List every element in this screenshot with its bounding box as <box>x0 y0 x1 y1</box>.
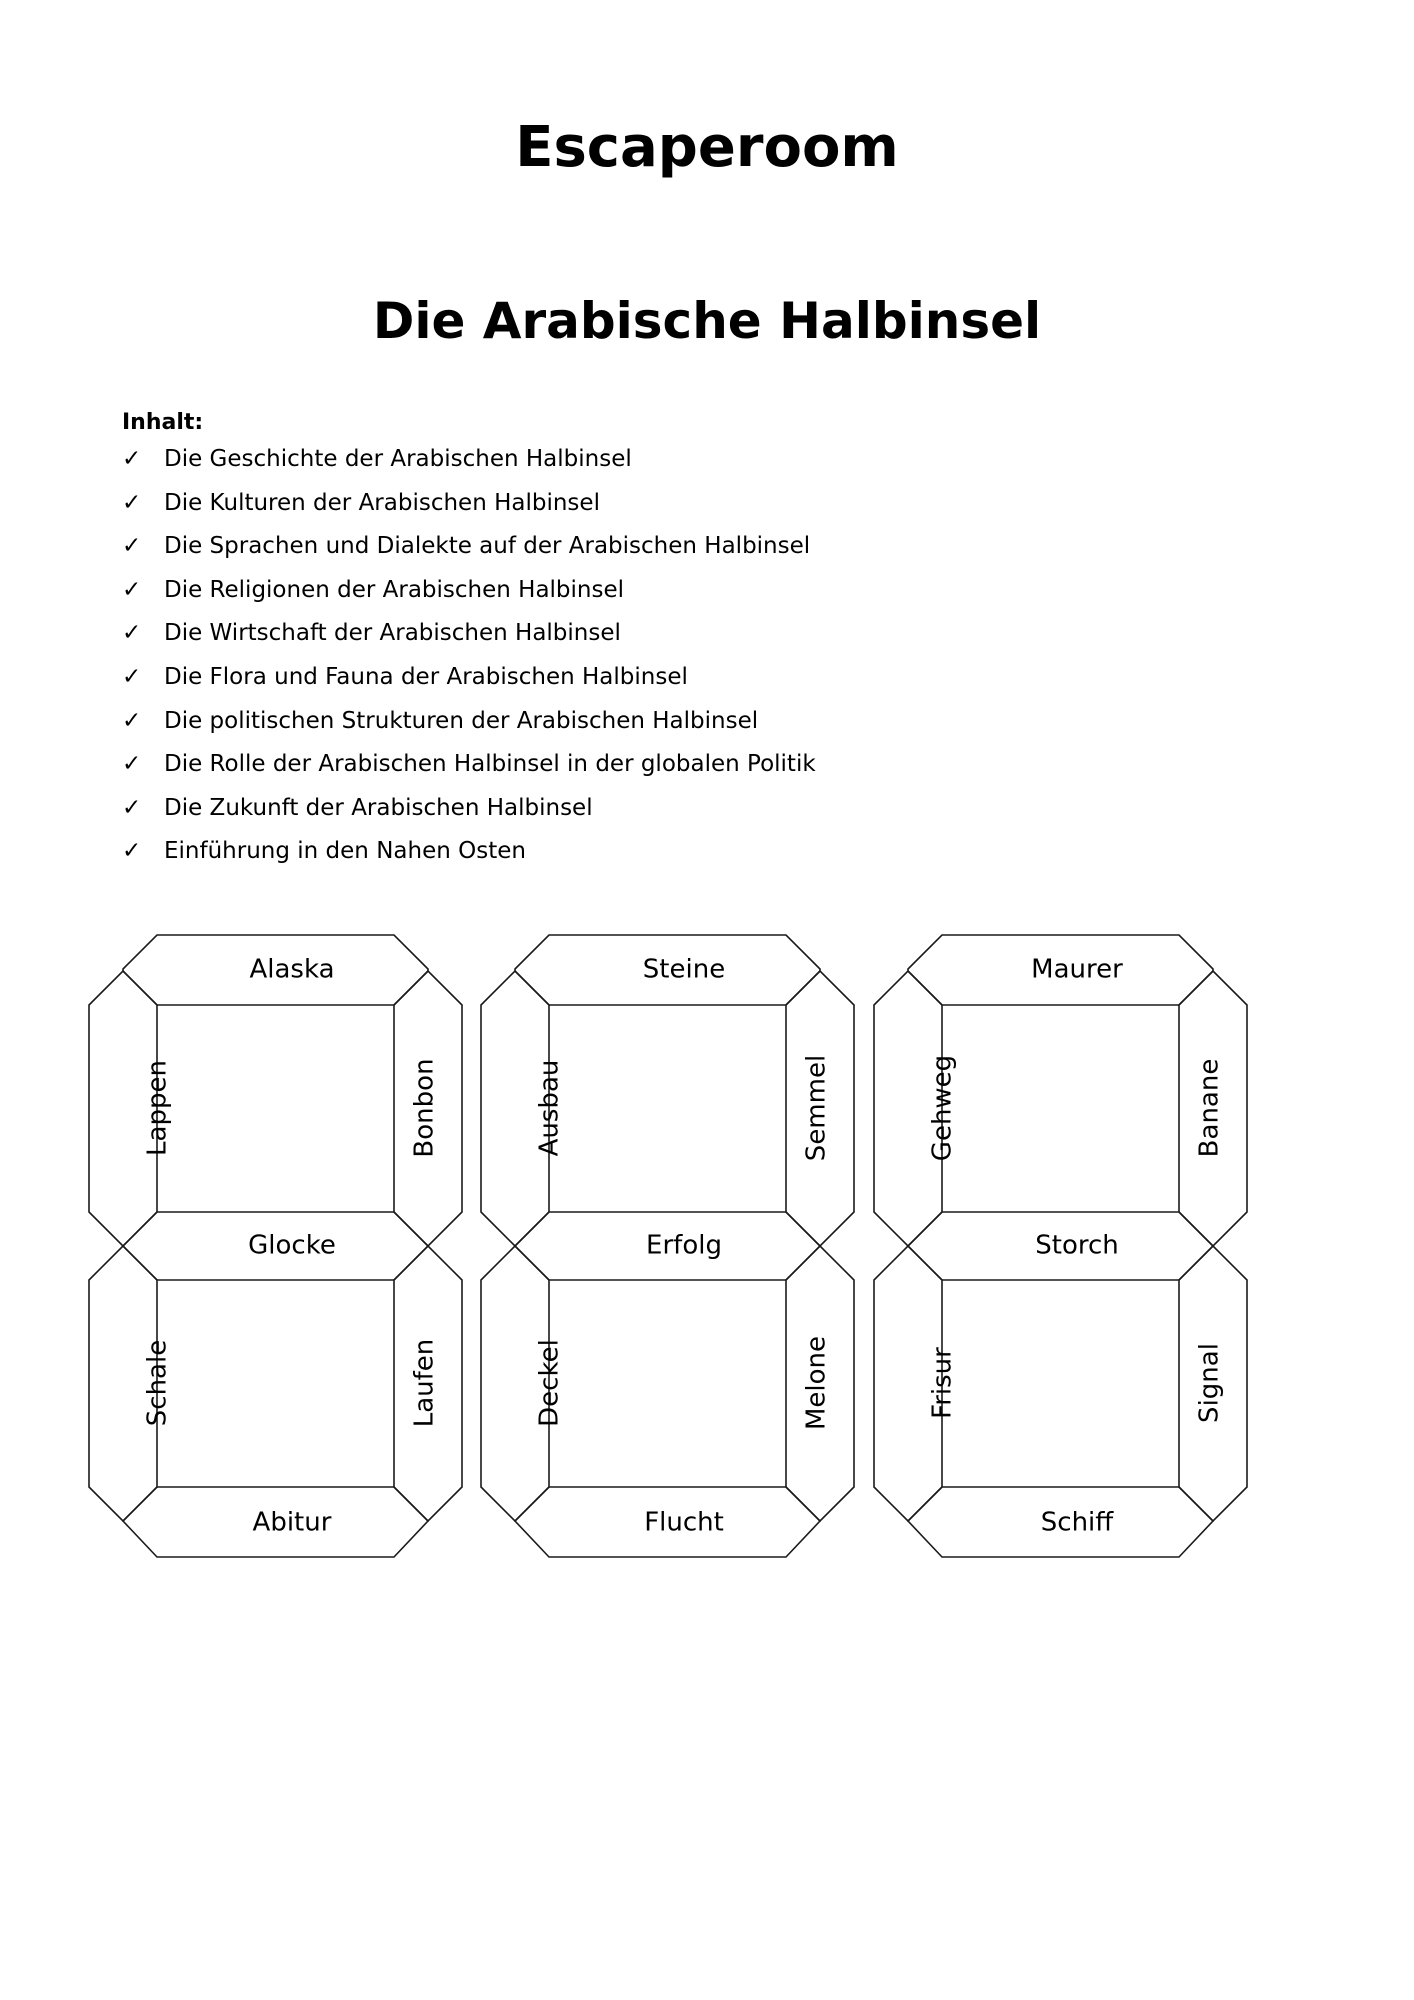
segment-label-lower-right: Laufen <box>409 1338 440 1428</box>
segment-label-top: Alaska <box>249 954 335 985</box>
list-item-text: Die Geschichte der Arabischen Halbinsel <box>164 446 632 472</box>
checkmark-icon: ✓ <box>122 663 142 690</box>
segment-label-upper-left: Ausbau <box>534 1059 565 1157</box>
segment-label-upper-left: Lappen <box>142 1060 173 1156</box>
checkmark-icon: ✓ <box>122 533 142 560</box>
page-subtitle: Die Arabische Halbinsel <box>372 292 1042 350</box>
checkmark-icon: ✓ <box>122 707 142 734</box>
list-item-text: Die Rolle der Arabischen Halbinsel in der globalen Politik <box>164 751 816 778</box>
segment-label-top: Maurer <box>1031 954 1123 985</box>
list-item-text: Die Sprachen und Dialekte auf der Arabischen Halbinsel <box>164 533 811 560</box>
list-item-text: Die Religionen der Arabischen Halbinsel <box>164 576 625 603</box>
list-item-text: Die politischen Strukturen der Arabischen Halbinsel <box>164 707 759 734</box>
checkmark-icon: ✓ <box>122 446 142 472</box>
segment-label-middle: Storch <box>1035 1230 1119 1261</box>
checkmark-icon: ✓ <box>122 489 142 516</box>
segment-label-lower-right: Signal <box>1194 1343 1225 1423</box>
digit-figure-2 <box>481 935 854 1557</box>
checkmark-icon: ✓ <box>122 620 142 647</box>
segment-label-middle: Glocke <box>248 1230 336 1261</box>
segment-label-lower-right: Melone <box>801 1335 832 1431</box>
segment-label-bottom: Schiff <box>1040 1507 1114 1538</box>
segment-label-bottom: Flucht <box>644 1507 724 1538</box>
checkmark-icon: ✓ <box>122 838 142 865</box>
checkmark-icon: ✓ <box>122 794 142 821</box>
segment-label-lower-left: Schale <box>142 1339 173 1427</box>
list-item-text: Die Kulturen der Arabischen Halbinsel <box>164 489 600 516</box>
segment-label-lower-left: Deckel <box>534 1339 565 1427</box>
segment-label-upper-left: Gehweg <box>927 1054 958 1162</box>
contents-label: Inhalt: <box>122 410 204 435</box>
digit-figure-1 <box>89 935 462 1557</box>
list-item-text: Die Flora und Fauna der Arabischen Halbinsel <box>164 663 688 690</box>
segment-label-upper-right: Semmel <box>801 1054 832 1162</box>
segment-label-lower-left: Frisur <box>927 1347 958 1419</box>
digit-figure-3 <box>874 935 1247 1557</box>
segment-label-middle: Erfolg <box>646 1230 722 1261</box>
segment-label-upper-right: Banane <box>1194 1058 1225 1158</box>
segment-label-top: Steine <box>642 954 726 985</box>
list-item-text: Einführung in den Nahen Osten <box>164 838 526 865</box>
list-item-text: Die Zukunft der Arabischen Halbinsel <box>164 794 593 821</box>
checkmark-icon: ✓ <box>122 576 142 603</box>
list-item-text: Die Wirtschaft der Arabischen Halbinsel <box>164 620 621 647</box>
segment-label-upper-right: Bonbon <box>409 1058 440 1158</box>
page-title: Escaperoom <box>515 115 899 180</box>
segment-label-bottom: Abitur <box>252 1507 332 1538</box>
checkmark-icon: ✓ <box>122 751 142 778</box>
